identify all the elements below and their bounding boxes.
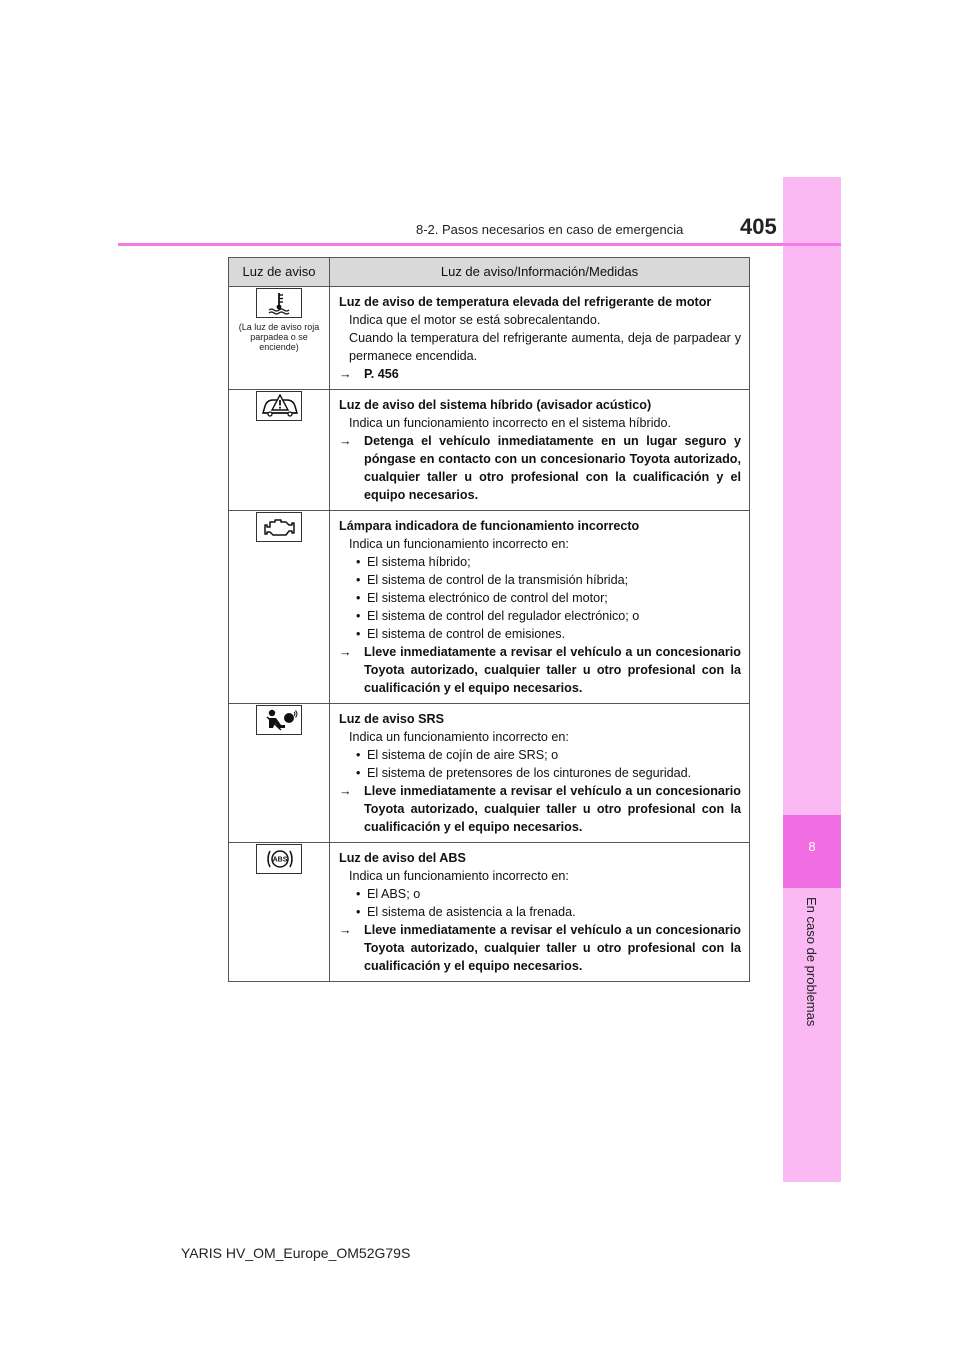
bullet-text: El sistema de asistencia a la frenada. bbox=[367, 905, 576, 919]
description-line: Indica un funcionamiento incorrecto en el sistema híbrido. bbox=[349, 416, 672, 430]
action-label: Lleve inmediatamente a revisar el vehículo a un concesionario Toyota autorizado, cualquier taller u otro profesional con la cualificación y el equipo necesarios. bbox=[364, 784, 741, 834]
description-cell bbox=[330, 511, 750, 704]
bullet-icon: • bbox=[356, 627, 361, 641]
description-line: Indica un funcionamiento incorrecto en: bbox=[349, 537, 569, 551]
chapter-side-tab bbox=[783, 177, 841, 1182]
header-rule bbox=[118, 243, 841, 246]
bullet-icon: • bbox=[356, 609, 361, 623]
list-item bbox=[339, 764, 741, 782]
description-line: Indica que el motor se está sobrecalentando. bbox=[349, 313, 601, 327]
warning-title: Luz de aviso de temperatura elevada del refrigerante de motor bbox=[339, 295, 712, 309]
page-number: 405 bbox=[740, 214, 777, 239]
bullet-text: El sistema de pretensores de los cinturones de seguridad. bbox=[367, 766, 692, 780]
arrow-icon: → bbox=[339, 367, 352, 381]
icon-cell bbox=[229, 843, 330, 982]
bullet-text: El sistema de control de la transmisión híbrida; bbox=[367, 573, 629, 587]
table-row bbox=[229, 287, 750, 390]
warning-title: Luz de aviso del sistema híbrido (avisador acústico) bbox=[339, 398, 652, 412]
list-item bbox=[339, 903, 741, 921]
bullet-text: El sistema de cojín de aire SRS; o bbox=[367, 748, 559, 762]
bullet-text: El sistema de control del regulador electrónico; o bbox=[367, 609, 640, 623]
description-line: Indica un funcionamiento incorrecto en: bbox=[349, 869, 569, 883]
icon-cell bbox=[229, 704, 330, 843]
action-text bbox=[339, 432, 741, 504]
description-cell bbox=[330, 287, 750, 390]
table-row bbox=[229, 704, 750, 843]
description-cell bbox=[330, 390, 750, 511]
bullet-icon: • bbox=[356, 748, 361, 762]
description-cell bbox=[330, 843, 750, 982]
bullet-icon: • bbox=[356, 573, 361, 587]
chapter-title: En caso de problemas bbox=[804, 897, 819, 1027]
description-line: Indica un funcionamiento incorrecto en: bbox=[349, 730, 569, 744]
bullet-text: El sistema híbrido; bbox=[367, 555, 471, 569]
page-reference: P. 456 bbox=[364, 367, 399, 381]
bullet-text: El sistema electrónico de control del motor; bbox=[367, 591, 608, 605]
action-text bbox=[339, 782, 741, 836]
icon-cell bbox=[229, 390, 330, 511]
action-text bbox=[339, 365, 741, 383]
list-item bbox=[339, 589, 741, 607]
list-item bbox=[339, 607, 741, 625]
arrow-icon: → bbox=[339, 434, 352, 448]
action-label: Lleve inmediatamente a revisar el vehículo a un concesionario Toyota autorizado, cualquier taller u otro profesional con la cualificación y el equipo necesarios. bbox=[364, 645, 741, 695]
list-item bbox=[339, 746, 741, 764]
warning-title: Luz de aviso del ABS bbox=[339, 851, 466, 865]
table-row bbox=[229, 390, 750, 511]
abs-icon-label: ABS bbox=[272, 856, 288, 864]
description-cell bbox=[330, 704, 750, 843]
check-engine-icon bbox=[256, 512, 302, 542]
bullet-icon: • bbox=[356, 887, 361, 901]
list-item bbox=[339, 571, 741, 589]
action-label: Lleve inmediatamente a revisar el vehículo a un concesionario Toyota autorizado, cualquier taller u otro profesional con la cualificación y el equipo necesarios. bbox=[364, 923, 741, 973]
arrow-icon: → bbox=[339, 645, 352, 659]
bullet-icon: • bbox=[356, 591, 361, 605]
list-item bbox=[339, 885, 741, 903]
action-label: Detenga el vehículo inmediatamente en un lugar seguro y póngase en contacto con un concesionario Toyota autorizado, cualquier taller u otro profesional con la cualificación y el equipo necesarios. bbox=[364, 434, 741, 502]
column-header-icon: Luz de aviso bbox=[229, 258, 330, 287]
column-header-info: Luz de aviso/Información/Medidas bbox=[330, 258, 750, 287]
table-row bbox=[229, 843, 750, 982]
list-item bbox=[339, 625, 741, 643]
arrow-icon: → bbox=[339, 784, 352, 798]
action-text bbox=[339, 921, 741, 975]
bullet-text: El ABS; o bbox=[367, 887, 421, 901]
bullet-icon: • bbox=[356, 905, 361, 919]
abs-icon bbox=[256, 844, 302, 874]
icon-note: (La luz de aviso roja parpadea o se enciende) bbox=[238, 322, 320, 352]
airbag-srs-icon bbox=[256, 705, 302, 735]
arrow-icon: → bbox=[339, 923, 352, 937]
table-row bbox=[229, 511, 750, 704]
action-text bbox=[339, 643, 741, 697]
warning-title: Luz de aviso SRS bbox=[339, 712, 444, 726]
chapter-number: 8 bbox=[808, 839, 816, 854]
icon-cell bbox=[229, 511, 330, 704]
bullet-icon: • bbox=[356, 555, 361, 569]
bullet-icon: • bbox=[356, 766, 361, 780]
coolant-temperature-icon bbox=[256, 288, 302, 318]
section-title: 8-2. Pasos necesarios en caso de emergencia bbox=[416, 222, 684, 237]
icon-cell bbox=[229, 287, 330, 390]
list-item bbox=[339, 553, 741, 571]
bullet-text: El sistema de control de emisiones. bbox=[367, 627, 566, 641]
warning-lights-table bbox=[228, 257, 750, 982]
hybrid-system-warning-icon bbox=[256, 391, 302, 421]
description-line: Cuando la temperatura del refrigerante aumenta, deja de parpadear y permanece encendida. bbox=[349, 331, 741, 363]
manual-code: YARIS HV_OM_Europe_OM52G79S bbox=[181, 1245, 411, 1261]
warning-title: Lámpara indicadora de funcionamiento incorrecto bbox=[339, 519, 640, 533]
table-header-row bbox=[229, 258, 750, 287]
